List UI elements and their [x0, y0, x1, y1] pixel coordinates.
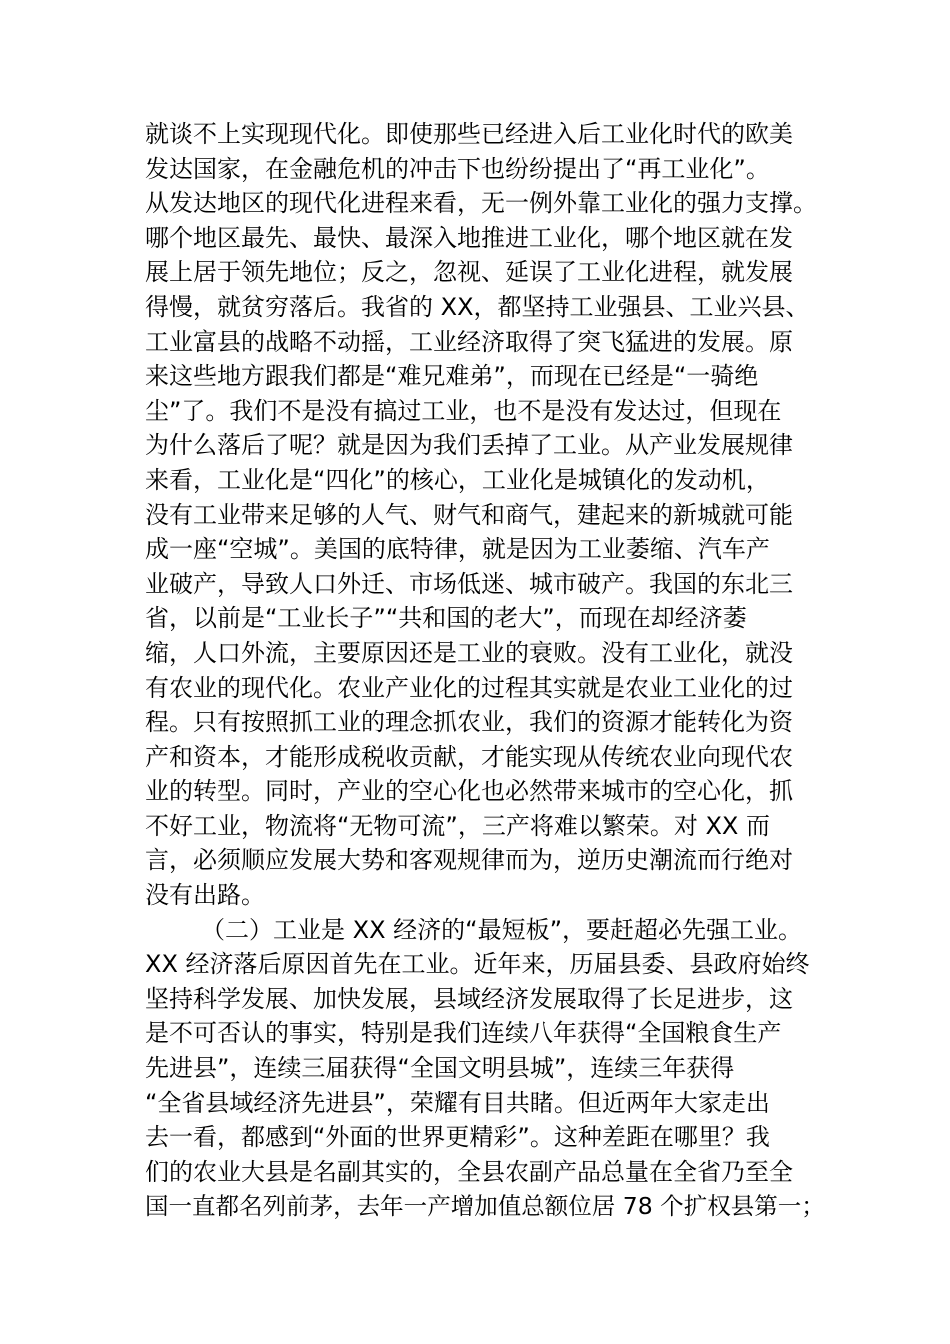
text-line: 就谈不上实现现代化。即使那些已经进入后工业化时代的欧美: [145, 120, 793, 148]
text-line: 没有出路。: [145, 881, 265, 910]
text-line: 没有工业带来足够的人气、财气和商气，建起来的新城就可能: [145, 500, 793, 529]
text-line: 业破产，导致人口外迁、市场低迷、城市破产。我国的东北三: [145, 569, 793, 598]
text-line: 尘”了。我们不是没有搞过工业，也不是没有发达过，但现在: [145, 396, 782, 425]
text-line: 是不可否认的事实，特别是我们连续八年获得“全国粮食生产: [145, 1019, 782, 1048]
text-line: 得慢，就贫穷落后。我省的 XX，都坚持工业强县、工业兴县、: [145, 292, 810, 321]
text-line: 业的转型。同时，产业的空心化也必然带来城市的空心化，抓: [145, 777, 793, 806]
text-line: 来看，工业化是“四化”的核心，工业化是城镇化的发动机，: [145, 465, 770, 494]
text-line: 国一直都名列前茅，去年一产增加值总额位居 78 个扩权县第一；: [145, 1192, 825, 1221]
text-line: 不好工业，物流将“无物可流”，三产将难以繁荣。对 XX 而: [145, 811, 771, 840]
text-line: 哪个地区最先、最快、最深入地推进工业化，哪个地区就在发: [145, 223, 793, 252]
text-line: 从发达地区的现代化进程来看，无一例外靠工业化的强力支撑。: [145, 189, 817, 218]
text-line: 产和资本，才能形成税收贡献，才能实现从传统农业向现代农: [145, 742, 793, 771]
text-line: 省，以前是“工业长子”“共和国的老大”，而现在却经济萎: [145, 604, 747, 633]
text-line: 展上居于领先地位；反之，忽视、延误了工业化进程，就发展: [145, 258, 793, 287]
text-line: 坚持科学发展、加快发展，县域经济发展取得了长足进步，这: [145, 984, 793, 1013]
text-line: 来这些地方跟我们都是“难兄难弟”，而现在已经是“一骑绝: [145, 362, 759, 391]
text-line: “全省县域经济先进县”，荣耀有目共睹。但近两年大家走出: [145, 1088, 770, 1117]
text-line: 发达国家，在金融危机的冲击下也纷纷提出了“再工业化”。: [145, 154, 770, 183]
text-line: 成一座“空城”。美国的底特律，就是因为工业萎缩、汽车产: [145, 535, 770, 564]
text-line: 为什么落后了呢？就是因为我们丢掉了工业。从产业发展规律: [145, 431, 793, 460]
section-heading-line: （二）工业是 XX 经济的“最短板”，要赶超必先强工业。: [201, 915, 803, 944]
text-line: 去一看，都感到“外面的世界更精彩”。这种差距在哪里？我: [145, 1123, 770, 1152]
text-line: XX 经济落后原因首先在工业。近年来，历届县委、县政府始终: [145, 950, 810, 979]
body-text: [145, 117, 825, 1224]
text-line: 言，必须顺应发展大势和客观规律而为，逆历史潮流而行绝对: [145, 846, 793, 875]
text-line: 有农业的现代化。农业产业化的过程其实就是农业工业化的过: [145, 673, 793, 702]
text-line: 工业富县的战略不动摇，工业经济取得了突飞猛进的发展。原: [145, 327, 793, 356]
text-line: 们的农业大县是名副其实的，全县农副产品总量在全省乃至全: [145, 1157, 793, 1186]
text-line: 程。只有按照抓工业的理念抓农业，我们的资源才能转化为资: [145, 708, 793, 737]
text-line: 缩，人口外流，主要原因还是工业的衰败。没有工业化，就没: [145, 638, 793, 667]
text-line: 先进县”，连续三届获得“全国文明县城”，连续三年获得: [145, 1054, 735, 1083]
